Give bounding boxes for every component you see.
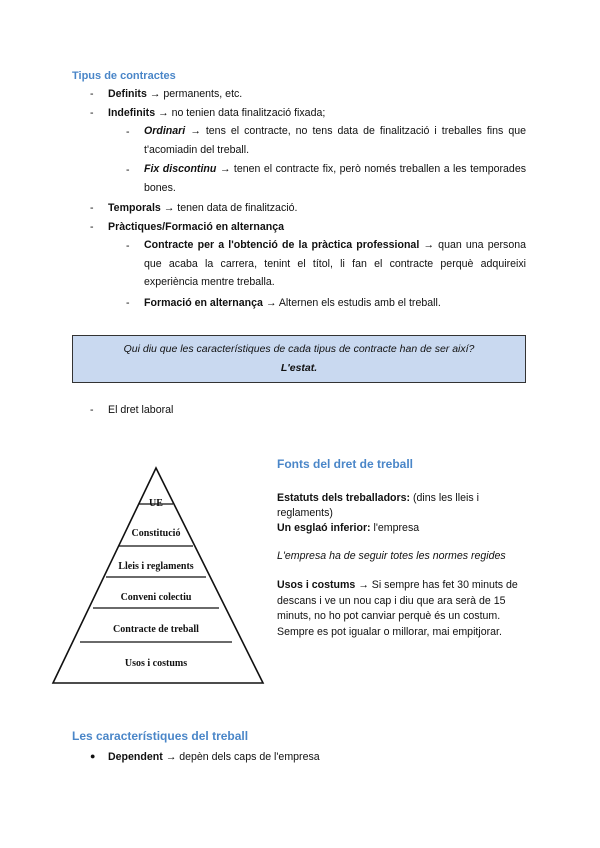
- section-title-tipus: Tipus de contractes: [72, 70, 176, 82]
- item-label: Contracte per a l'obtenció de la pràctica professional: [144, 239, 420, 251]
- fonts-estatuts: [277, 491, 529, 521]
- item-text: permanents, etc.: [163, 88, 243, 100]
- callout-box: [72, 335, 526, 383]
- fonts-estatuts-text: (dins les lleis i reglaments): [277, 492, 479, 519]
- subitem-contracte-practica: [144, 236, 526, 292]
- fonts-usos-label: Usos i costums: [277, 579, 356, 591]
- item-practiques: [108, 221, 284, 233]
- subitem-formacio-alternanca: [144, 297, 441, 309]
- item-text: no tenien data finalització fixada;: [171, 107, 326, 119]
- dash-marker: -: [126, 297, 130, 309]
- pyramid-level-constitucio: Constitució: [131, 528, 181, 539]
- item-dret-laboral: El dret laboral: [108, 404, 174, 416]
- arrow: →: [155, 107, 172, 119]
- subitem-ordinari: [144, 122, 526, 159]
- item-text: tens el contracte, no tens data de finalització i treballes fins que t'acomiadin del treball.: [144, 125, 527, 156]
- dash-marker: -: [90, 202, 94, 214]
- pyramid-diagram: [48, 462, 268, 688]
- fonts-esglao: [277, 521, 529, 536]
- item-text: tenen data de finalització.: [177, 202, 298, 214]
- dash-marker: -: [90, 107, 94, 119]
- item-label: Definits: [108, 88, 147, 100]
- item-indefinits: [108, 107, 325, 119]
- pyramid-level-usos: Usos i costums: [124, 658, 188, 669]
- arrow: →: [160, 202, 178, 214]
- item-label: Indefinits: [108, 107, 156, 119]
- pyramid-level-contracte: Contracte de treball: [113, 624, 199, 635]
- fonts-italic-note: L'empresa ha de seguir totes les normes regides: [277, 550, 506, 562]
- fonts-usos: [277, 578, 529, 640]
- fonts-title: Fonts del dret de treball: [277, 457, 414, 471]
- arrow: →: [262, 297, 279, 309]
- item-definits: [108, 88, 242, 100]
- item-label: Dependent: [108, 751, 163, 763]
- item-label: Temporals: [108, 202, 161, 214]
- pyramid-level-ue: UE: [149, 498, 163, 509]
- item-label: Formació en alternança: [144, 297, 263, 309]
- section-title-caracteristiques: Les característiques del treball: [72, 729, 249, 743]
- item-text: quan una persona que acaba la carrera, tenint el títol, li fan el contracte perquè adquireixi experiència mentre treballa.: [144, 239, 526, 288]
- fonts-esglao-label: Un esglaó inferior:: [277, 522, 371, 534]
- fonts-esglao-text: l'empresa: [370, 522, 420, 534]
- dash-marker: -: [126, 240, 130, 252]
- pyramid-level-conveni: Conveni colectiu: [120, 592, 192, 603]
- arrow: →: [216, 163, 234, 175]
- bullet-marker: ●: [90, 751, 96, 761]
- subitem-fix-discontinu: [144, 160, 526, 197]
- arrow: →: [419, 239, 439, 251]
- item-dependent: [108, 751, 320, 763]
- arrow: →: [355, 579, 372, 591]
- item-text: tenen el contracte fix, però només treballen a les temporades bones.: [144, 163, 527, 194]
- item-label: Pràctiques/Formació en alternança: [108, 221, 285, 233]
- fonts-usos-text: Si sempre has fet 30 minuts de descans i ve un nou cap i diu que ara serà de 15 minuts, no ho pot canviar perquè és un costum. Sempre es pot igualar o millorar, mai empitjorar.: [277, 579, 518, 638]
- callout-answer: L'estat.: [280, 362, 318, 374]
- item-label: Fix discontinu: [144, 163, 217, 175]
- arrow: →: [146, 88, 164, 100]
- item-text: Alternen els estudis amb el treball.: [278, 297, 441, 309]
- dash-marker: -: [90, 404, 94, 416]
- pyramid-level-lleis: Lleis i reglaments: [118, 561, 194, 572]
- item-text: depèn dels caps de l'empresa: [179, 751, 320, 763]
- arrow: →: [162, 751, 180, 763]
- item-temporals: [108, 202, 297, 214]
- dash-marker: -: [126, 164, 130, 176]
- dash-marker: -: [90, 221, 94, 233]
- callout-question: Qui diu que les característiques de cada tipus de contracte han de ser així?: [123, 343, 475, 355]
- dash-marker: -: [126, 126, 130, 138]
- dash-marker: -: [90, 88, 94, 100]
- fonts-estatuts-label: Estatuts dels treballadors:: [277, 492, 411, 504]
- item-label: Ordinari: [144, 125, 186, 137]
- arrow: →: [185, 125, 206, 137]
